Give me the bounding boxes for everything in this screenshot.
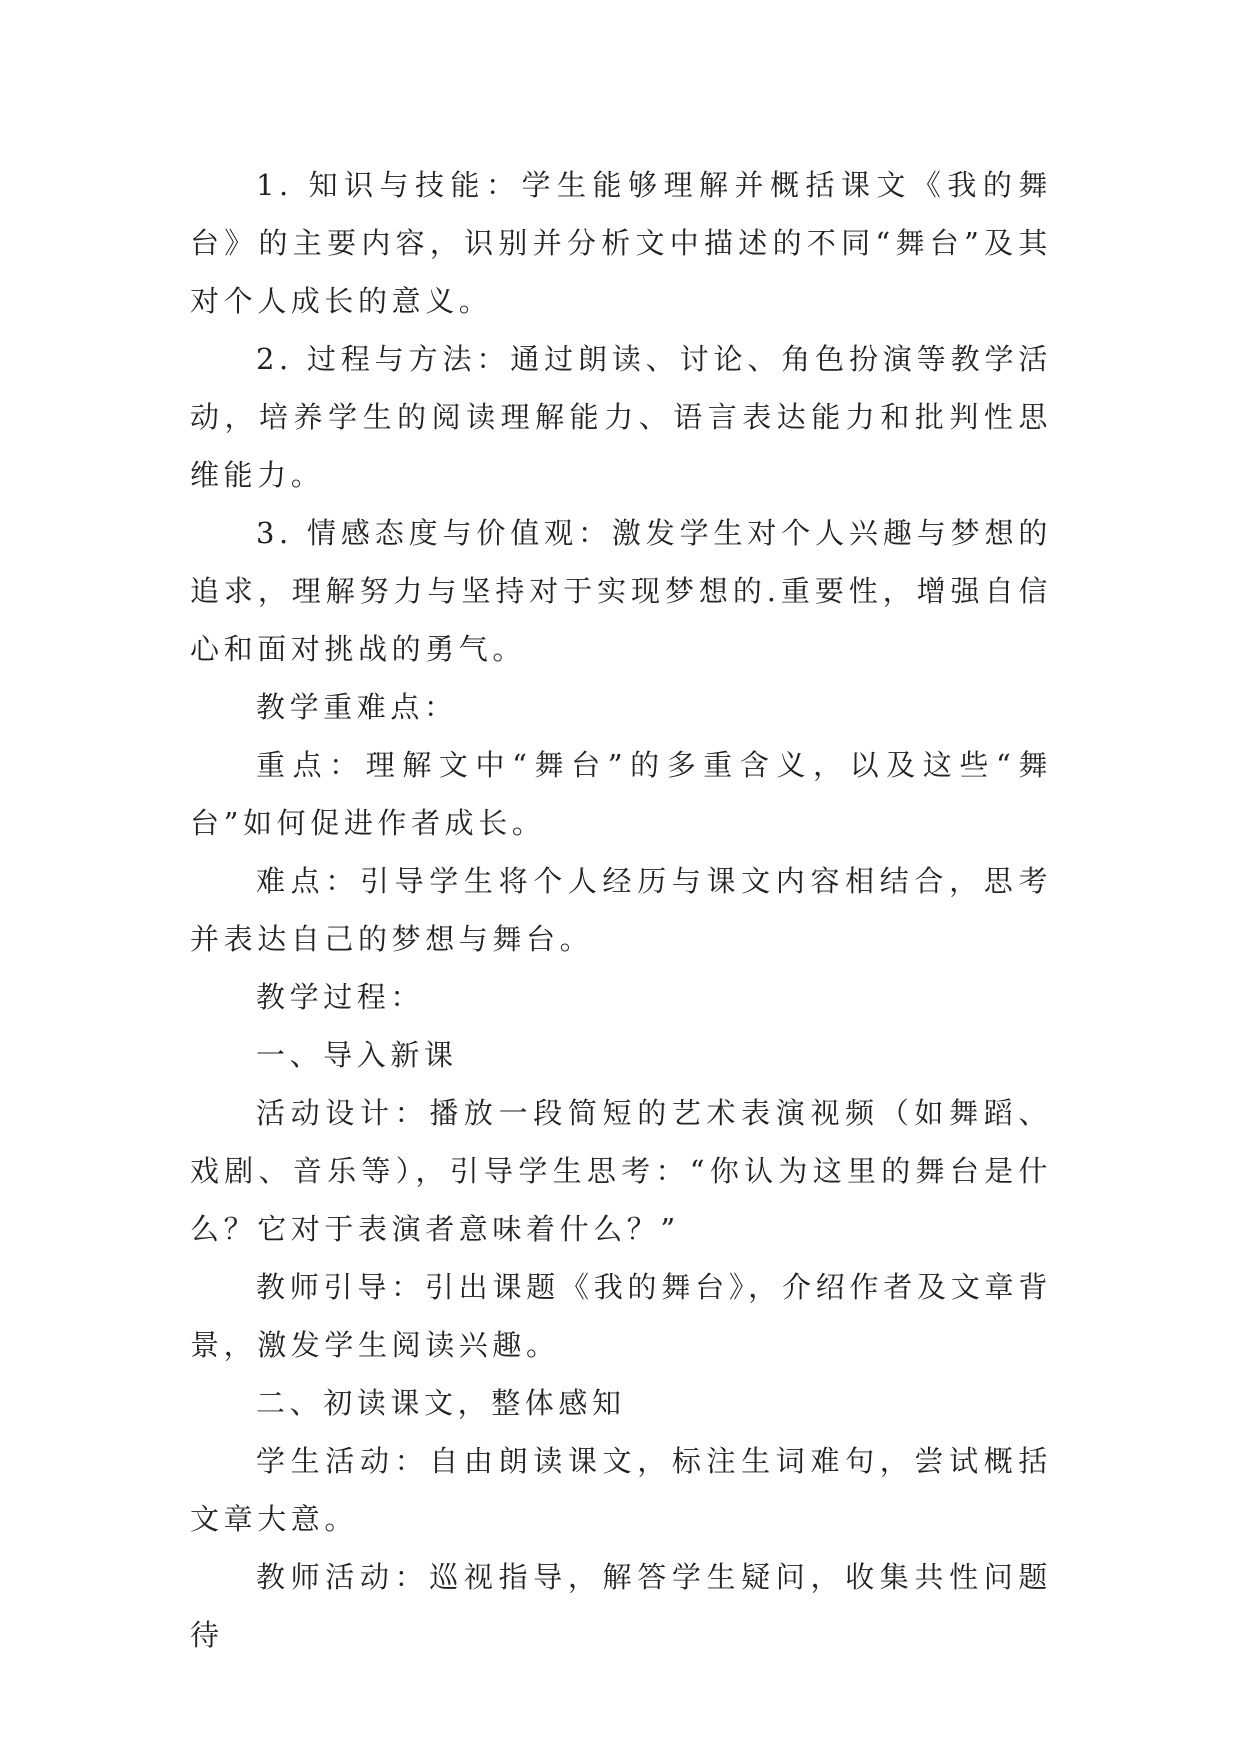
difficult-point: 难点：引导学生将个人经历与课文内容相结合，思考并表达自己的梦想与舞台。 — [190, 864, 1052, 956]
teacher-guidance: 教师引导：引出课题《我的舞台》，介绍作者及文章背景，激发学生阅读兴趣。 — [190, 1270, 1052, 1362]
step-heading-introduction: 一、导入新课 — [256, 1038, 458, 1072]
step-heading-first-reading: 二、初读课文，整体感知 — [256, 1386, 626, 1420]
objective-knowledge-skills: 1. 知识与技能：学生能够理解并概括课文《我的舞台》的主要内容，识别并分析文中描述的不同“舞台”及其对个人成长的意义。 — [190, 168, 1052, 318]
activity-design: 活动设计：播放一段简短的艺术表演视频（如舞蹈、戏剧、音乐等），引导学生思考：“你认为这里的舞台是什么？它对于表演者意味着什么？” — [190, 1096, 1052, 1246]
key-point: 重点：理解文中“舞台”的多重含义，以及这些“舞台”如何促进作者成长。 — [190, 748, 1052, 840]
objective-process-method: 2. 过程与方法：通过朗读、讨论、角色扮演等教学活动，培养学生的阅读理解能力、语言表达能力和批判性思维能力。 — [190, 342, 1052, 492]
document-page — [190, 156, 1052, 1664]
section-heading-key-difficult-points: 教学重难点： — [256, 690, 458, 724]
student-activity: 学生活动：自由朗读课文，标注生词难句，尝试概括文章大意。 — [190, 1444, 1052, 1536]
section-heading-teaching-process: 教学过程： — [256, 980, 425, 1014]
objective-emotion-values: 3. 情感态度与价值观：激发学生对个人兴趣与梦想的追求，理解努力与坚持对于实现梦想的.重要性，增强自信心和面对挑战的勇气。 — [190, 516, 1052, 666]
teacher-activity: 教师活动：巡视指导，解答学生疑问，收集共性问题待 — [190, 1560, 1052, 1652]
